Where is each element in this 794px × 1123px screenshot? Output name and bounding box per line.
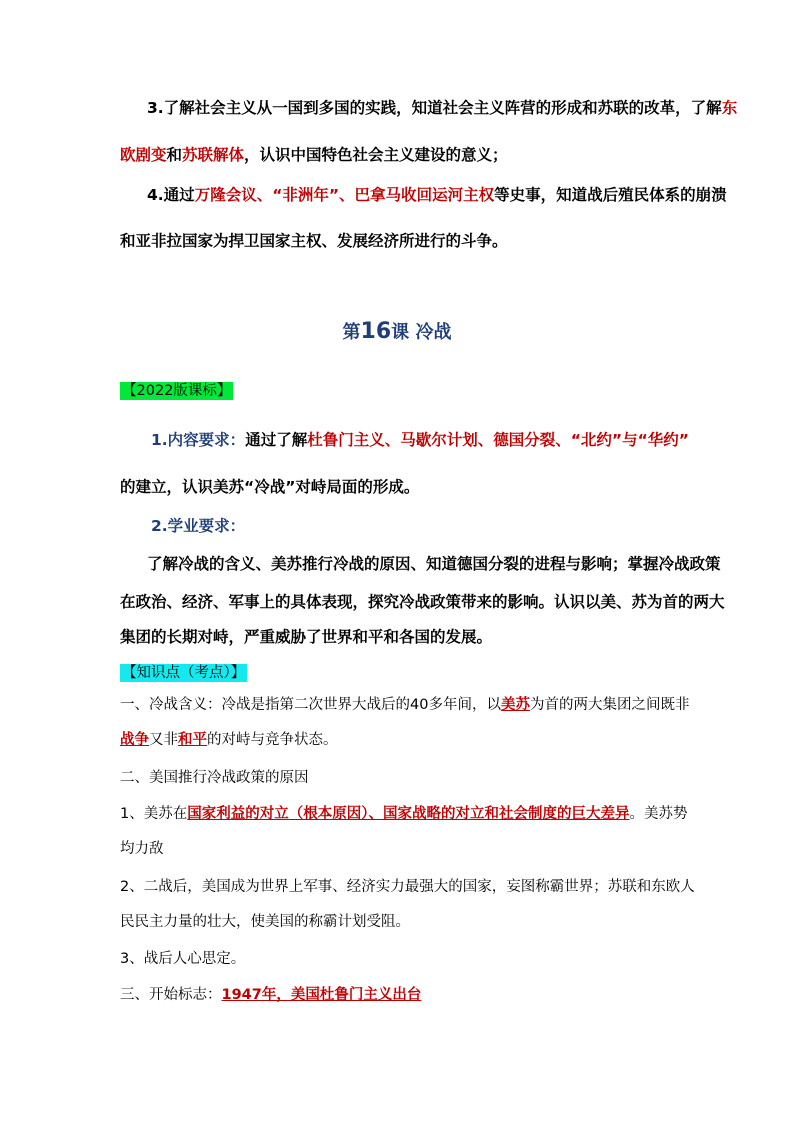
item4-line2 <box>120 230 508 252</box>
reason1-highlight: 国家利益的对立（根本原因）、国家战略的对立和社会制度的巨大差异 <box>187 806 630 822</box>
lesson-number: 16 <box>360 319 392 344</box>
reason1-tail: 。美苏势 <box>629 806 688 822</box>
reason1-line2 <box>120 838 164 860</box>
knowledge-tag: 【知识点（考点）】 <box>122 665 246 681</box>
item4-line2-text: 和亚非拉国家为捍卫国家主权、发展经济所进行的斗争。 <box>120 232 508 250</box>
item4-highlight: 万隆会议、“非洲年”、巴拿马收回运河主权 <box>194 186 495 204</box>
reason3-text: 3、战后人心思定。 <box>120 951 246 967</box>
academic-req-line3 <box>120 626 492 648</box>
academic-req-line1 <box>147 553 721 575</box>
item3-highlight-ussr: 苏联解体 <box>182 146 245 164</box>
reason1-lead: 1、美苏在 <box>120 806 188 822</box>
academic-req-label-text: 2.学业要求： <box>151 517 246 535</box>
reason2-line2 <box>120 911 410 933</box>
point3-highlight: 1947年，美国杜鲁门主义出台 <box>221 987 422 1003</box>
lesson-title-pre: 第 <box>342 322 361 343</box>
point1-text: 一、冷战含义：冷战是指第二次世界大战后的40多年间，以 <box>120 697 501 713</box>
item3-and: 和 <box>166 146 183 164</box>
academic-req-text-3: 集团的长期对峙，严重威胁了世界和平和各国的发展。 <box>120 628 493 646</box>
reason2-text-1: 2、二战后，美国成为世界上军事、经济实力最强大的国家，妄图称霸世界；苏联和东欧人 <box>120 879 695 895</box>
content-req-line2-text: 的建立，认识美苏“冷战”对峙局面的形成。 <box>120 478 420 496</box>
lesson-title <box>0 318 794 344</box>
content-req-label: 1.内容要求： <box>151 431 246 449</box>
item3-text: 3.了解社会主义从一国到多国的实践，知道社会主义阵营的形成和苏联的改革，了解 <box>147 99 722 117</box>
academic-req-line2 <box>120 591 725 613</box>
reason3 <box>120 948 245 970</box>
academic-req-text-2: 在政治、经济、军事上的具体表现，探究冷战政策带来的影响。认识以美、苏为首的两大 <box>120 593 725 611</box>
lesson-title-post: 课 冷战 <box>391 322 452 343</box>
academic-req-label <box>151 515 245 537</box>
item3-line2 <box>120 144 508 166</box>
content-req-highlight: 杜鲁门主义、马歇尔计划、德国分裂、“北约”与“华约” <box>307 431 689 449</box>
item4-text: 等史事，知道战后殖民体系的崩溃 <box>494 186 727 204</box>
reason1-line1 <box>120 803 687 825</box>
curriculum-tag: 【2022版课标】 <box>122 383 232 399</box>
reason2-text-2: 民民主力量的壮大，使美国的称霸计划受阻。 <box>120 914 410 930</box>
content-req-lead: 通过了解 <box>245 431 308 449</box>
item3-line1 <box>147 97 737 119</box>
item3-tail: ，认识中国特色社会主义建设的意义； <box>244 146 508 164</box>
point1-highlight-us-ussr: 美苏 <box>500 697 530 713</box>
point3-lead: 三、开始标志： <box>120 987 222 1003</box>
point1-mid2: 又非 <box>149 732 178 748</box>
point1-line2 <box>120 729 338 751</box>
curriculum-tag-row <box>120 380 233 402</box>
point1-line1 <box>120 694 689 716</box>
point1-mid: 为首的两大集团之间既非 <box>529 697 690 713</box>
reason2-line1 <box>120 876 695 898</box>
item3-highlight-eastern-europe: 欧剧变 <box>120 146 167 164</box>
point1-highlight-peace: 和平 <box>178 732 207 748</box>
item4-line1 <box>147 184 727 206</box>
content-req-line1 <box>151 429 689 451</box>
item3-highlight-east: 东 <box>721 99 738 117</box>
point1-tail: 的对峙与竞争状态。 <box>207 732 338 748</box>
point3 <box>120 984 421 1006</box>
content-req-line2 <box>120 476 419 498</box>
reason1-line2-text: 均力敌 <box>120 841 164 857</box>
point1-highlight-war: 战争 <box>120 732 149 748</box>
point2-heading <box>120 767 309 789</box>
knowledge-tag-row <box>120 662 247 684</box>
point2-text: 二、美国推行冷战政策的原因 <box>120 770 309 786</box>
academic-req-text-1: 了解冷战的含义、美苏推行冷战的原因、知道德国分裂的进程与影响；掌握冷战政策 <box>147 555 721 573</box>
item4-lead: 4.通过 <box>147 186 195 204</box>
